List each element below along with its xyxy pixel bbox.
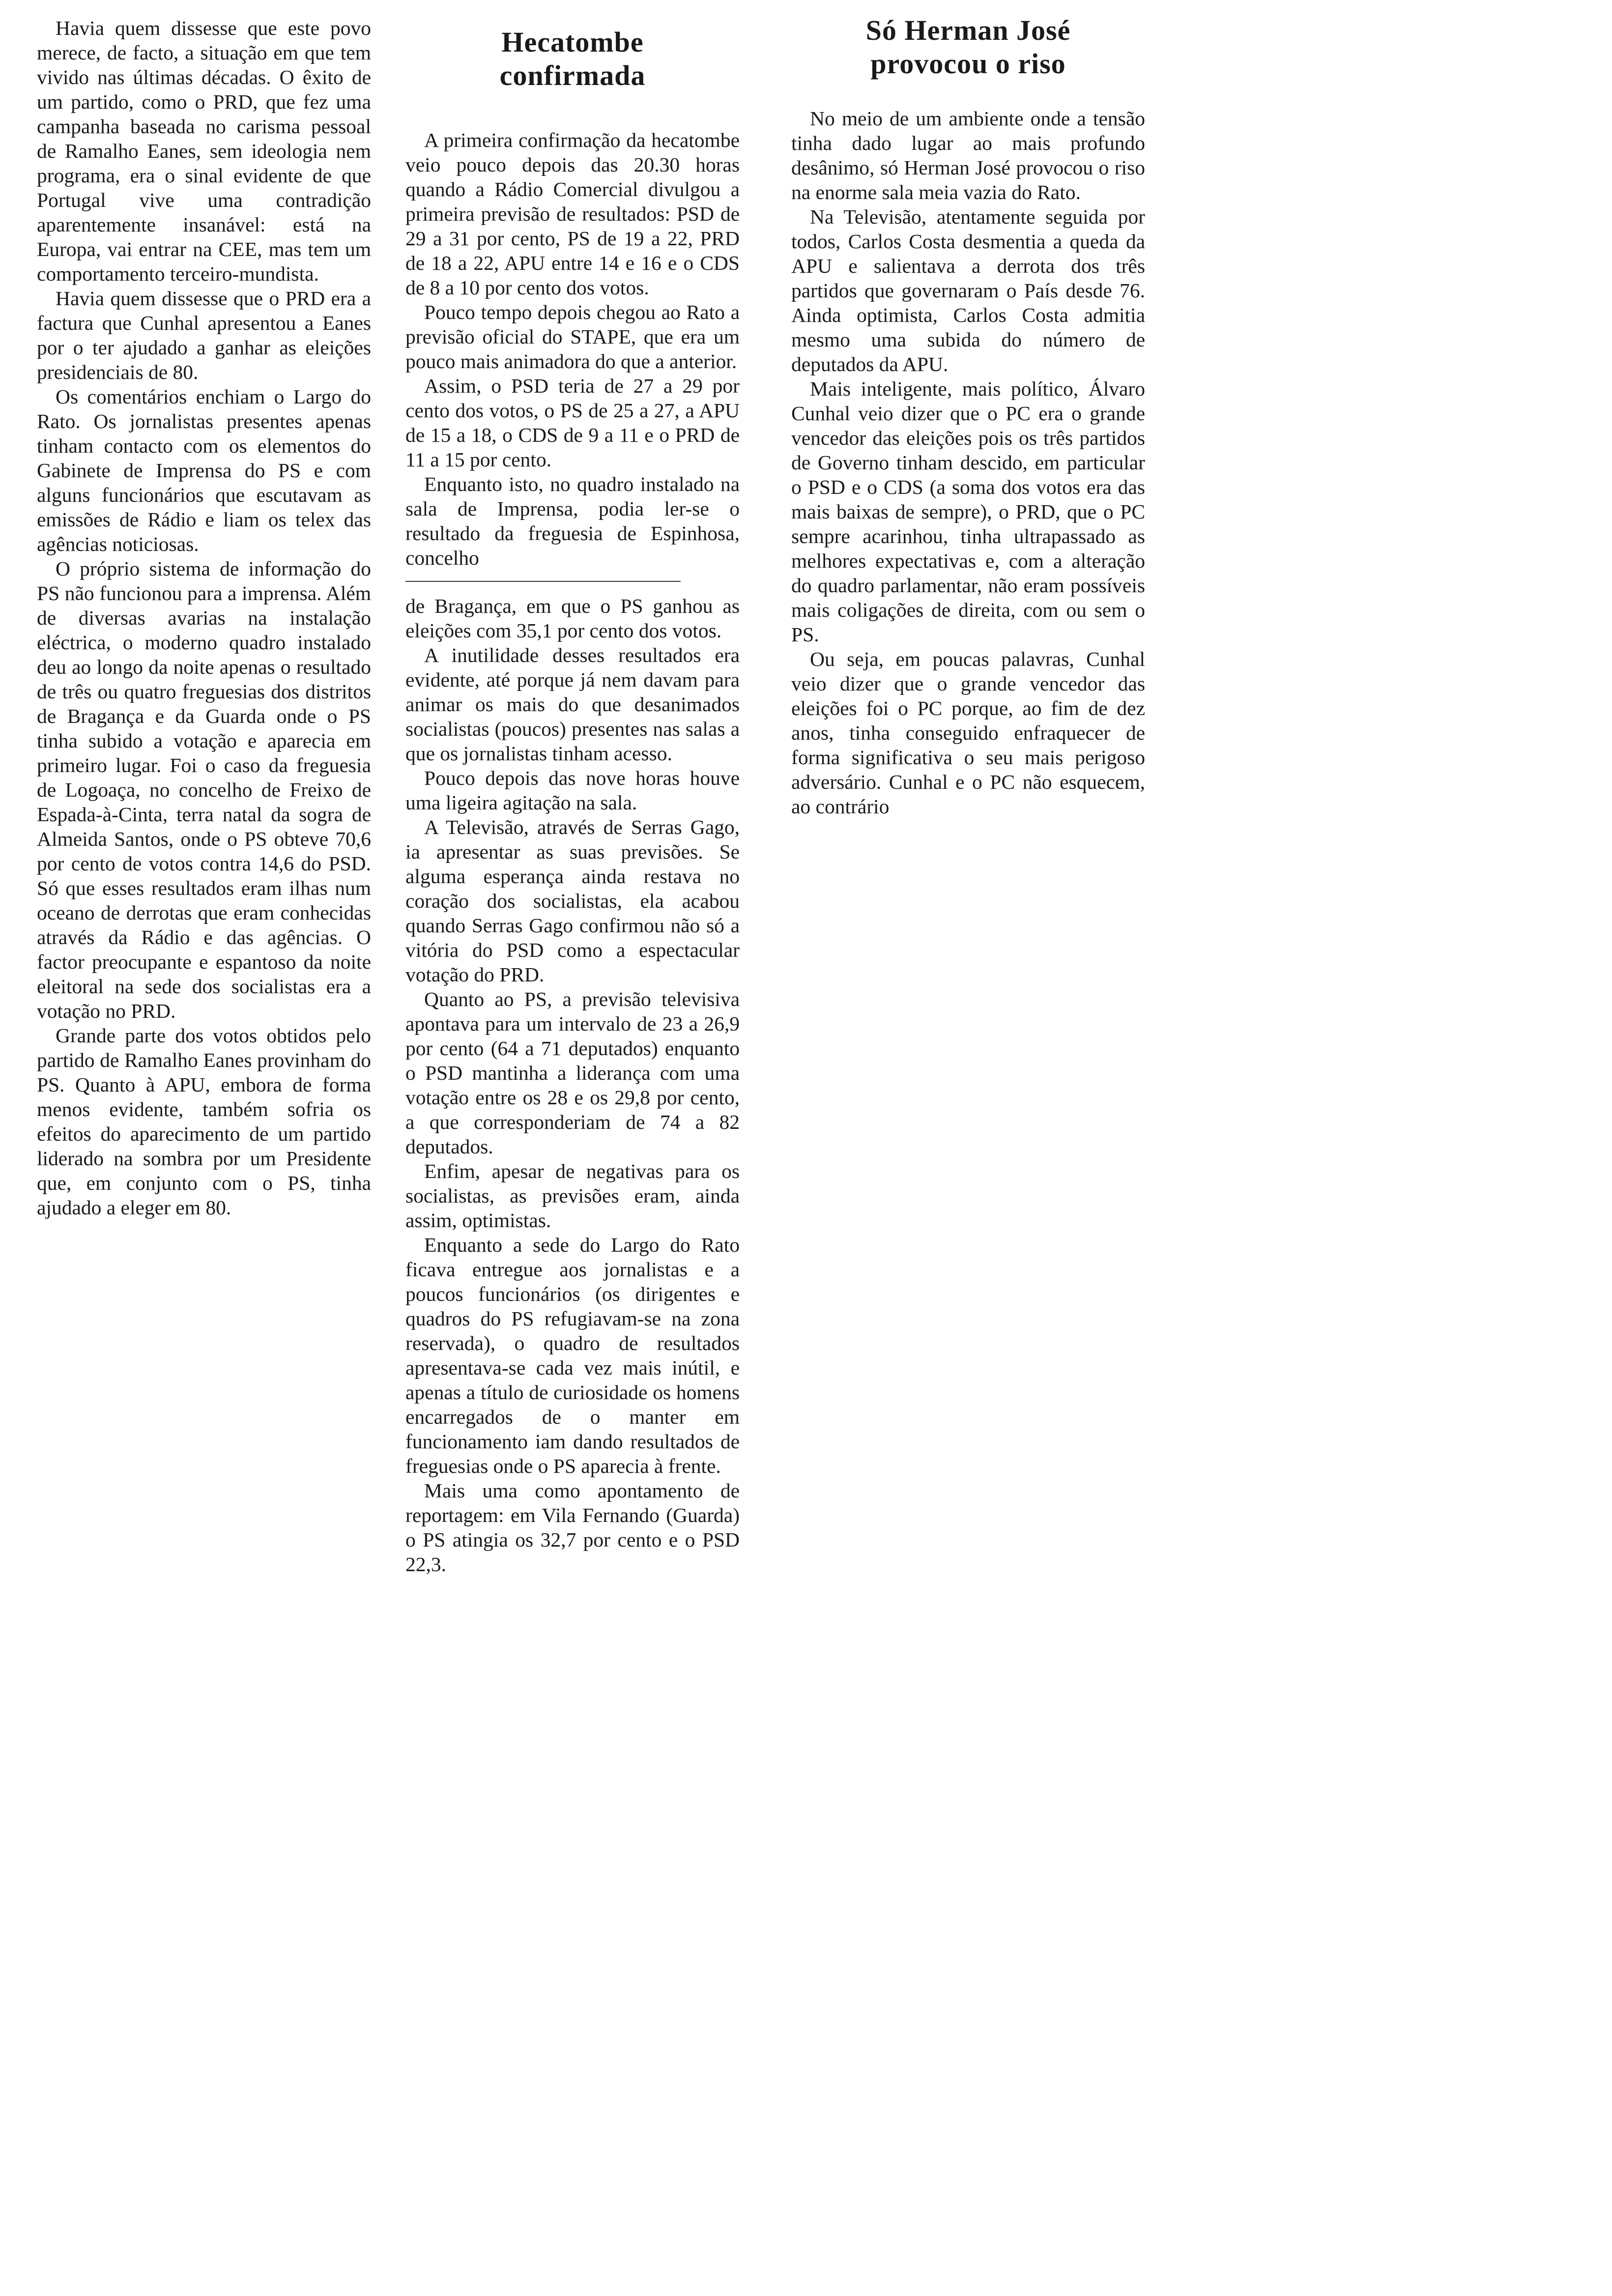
- headline-line: Hecatombe: [501, 26, 644, 58]
- paragraph: Ou seja, em poucas palavras, Cunhal veio dizer que o grande vencedor das eleições foi o PC porque, ao fim de dez anos, tinha conseguido enfraquecer de forma significativa o seu mais perigoso adversário. Cunhal e o PC não esquecem, ao contrário: [791, 648, 1145, 818]
- paragraph: Pouco tempo depois chegou ao Rato a previsão oficial do STAPE, que era um pouco mais animadora do que a anterior.: [405, 301, 740, 373]
- paragraph: A primeira confirmação da hecatombe veio pouco depois das 20.30 horas quando a Rádio Comercial divulgou a primeira previsão de resultados: PSD de 29 a 31 por cento, PS de 19 a 22, PRD de 18 a 22, APU entre 14 e 16 e o CDS de 8 a 10 por cento dos votos.: [405, 129, 740, 299]
- paragraph: A inutilidade desses resultados era evidente, até porque já nem davam para animar os mais do que desanimados socialistas (poucos) presentes nas salas a que os jornalistas tinham acesso.: [405, 644, 740, 765]
- headline-line: Só Herman José: [865, 14, 1071, 46]
- paragraph: Havia quem dissesse que o PRD era a factura que Cunhal apresentou a Eanes por o ter ajudado a ganhar as eleições presidenciais de 80.: [37, 287, 371, 383]
- headline-line: confirmada: [499, 59, 646, 91]
- paragraph: No meio de um ambiente onde a tensão tinha dado lugar ao mais profundo desânimo, só Herman José provocou o riso na enorme sala meia vazia do Rato.: [791, 107, 1145, 203]
- paragraph: Pouco depois das nove horas houve uma ligeira agitação na sala.: [405, 767, 740, 814]
- paragraph: Grande parte dos votos obtidos pelo partido de Ramalho Eanes provinham do PS. Quanto à APU, embora de forma menos evidente, também sofria os efeitos do aparecimento de um partido liderado na sombra por um Presidente que, em conjunto com o PS, tinha ajudado a eleger em 80.: [37, 1024, 371, 1219]
- paragraph: Mais uma como apontamento de reportagem: em Vila Fernando (Guarda) o PS atingia os 32,7 por cento e o PSD 22,3.: [405, 1479, 740, 1576]
- headline-hecatombe: [405, 26, 740, 92]
- paragraph: Os comentários enchiam o Largo do Rato. Os jornalistas presentes apenas tinham contacto com os elementos do Gabinete de Imprensa do PS e com alguns funcionários que escutavam as emissões de Rádio e liam os telex das agências noticiosas.: [37, 385, 371, 555]
- column-divider-rule: [405, 581, 681, 582]
- headline-herman-jose: [791, 14, 1145, 81]
- article-column-2: [405, 0, 740, 1577]
- paragraph: Enquanto a sede do Largo do Rato ficava entregue aos jornalistas e a poucos funcionários (os dirigentes e quadros do PS refugiavam-se na zona reservada), o quadro de resultados apresentava-se cada vez mais inútil, e apenas a título de curiosidade os homens encarregados de o manter em funcionamento iam dando resultados de freguesias onde o PS aparecia à frente.: [405, 1234, 740, 1477]
- paragraph: Havia quem dissesse que este povo merece, de facto, a situação em que tem vivido nas últimas décadas. O êxito de um partido, como o PRD, que fez uma campanha baseada no carisma pessoal de Ramalho Eanes, sem ideologia nem programa, era o sinal evidente de que Portugal vive uma contradição aparentemente insanável: está na Europa, vai entrar na CEE, mas tem um comportamento terceiro-mundista.: [37, 17, 371, 285]
- paragraph: Assim, o PSD teria de 27 a 29 por cento dos votos, o PS de 25 a 27, a APU de 15 a 18, o CDS de 9 a 11 e o PRD de 11 a 15 por cento.: [405, 374, 740, 471]
- paragraph: O próprio sistema de informação do PS não funcionou para a imprensa. Além de diversas avarias na instalação eléctrica, o moderno quadro instalado deu ao longo da noite apenas o resultado de três ou quatro freguesias dos distritos de Bragança e da Guarda onde o PS tinha subido a votação e aparecia em primeiro lugar. Foi o caso da freguesia de Logoaça, no concelho de Freixo de Espada-à-Cinta, terra natal da sogra de Almeida Santos, onde o PS obteve 70,6 por cento de votos contra 14,6 do PSD. Só que esses resultados eram ilhas num oceano de derrotas que eram conhecidas através da Rádio e das agências. O factor preocupante e espantoso da noite eleitoral na sede dos socialistas era a votação no PRD.: [37, 557, 371, 1022]
- paragraph: Na Televisão, atentamente seguida por todos, Carlos Costa desmentia a queda da APU e salientava a derrota dos três partidos que governaram o País desde 76. Ainda optimista, Carlos Costa admitia mesmo uma subida do número de deputados da APU.: [791, 205, 1145, 375]
- headline-line: provocou o riso: [870, 48, 1066, 80]
- paragraph: Enfim, apesar de negativas para os socialistas, as previsões eram, ainda assim, optimistas.: [405, 1160, 740, 1232]
- article-column-1: [37, 0, 371, 1220]
- paragraph: Enquanto isto, no quadro instalado na sala de Imprensa, podia ler-se o resultado da freguesia de Espinhosa, concelho: [405, 473, 740, 569]
- paragraph: Quanto ao PS, a previsão televisiva apontava para um intervalo de 23 a 26,9 por cento (64 a 71 deputados) enquanto o PSD mantinha a liderança com uma votação entre os 28 e os 29,8 por cento, a que corresponderiam de 74 a 82 deputados.: [405, 988, 740, 1158]
- paragraph: Mais inteligente, mais político, Álvaro Cunhal veio dizer que o PC era o grande vencedor das eleições pois os três partidos de Governo tinham descido, em particular o PSD e o CDS (a soma dos votos era das mais baixas de sempre), o PRD, que o PC sempre acarinhou, tinha ultrapassado as melhores expectativas e, com a alteração do quadro parlamentar, não eram possíveis mais coligações de direita, com ou sem o PS.: [791, 377, 1145, 646]
- article-column-3: [791, 0, 1145, 819]
- paragraph: de Bragança, em que o PS ganhou as eleições com 35,1 por cento dos votos.: [405, 595, 740, 642]
- paragraph: A Televisão, através de Serras Gago, ia apresentar as suas previsões. Se alguma esperança ainda restava no coração dos socialistas, ela acabou quando Serras Gago confirmou não só a vitória do PSD como a espectacular votação do PRD.: [405, 816, 740, 986]
